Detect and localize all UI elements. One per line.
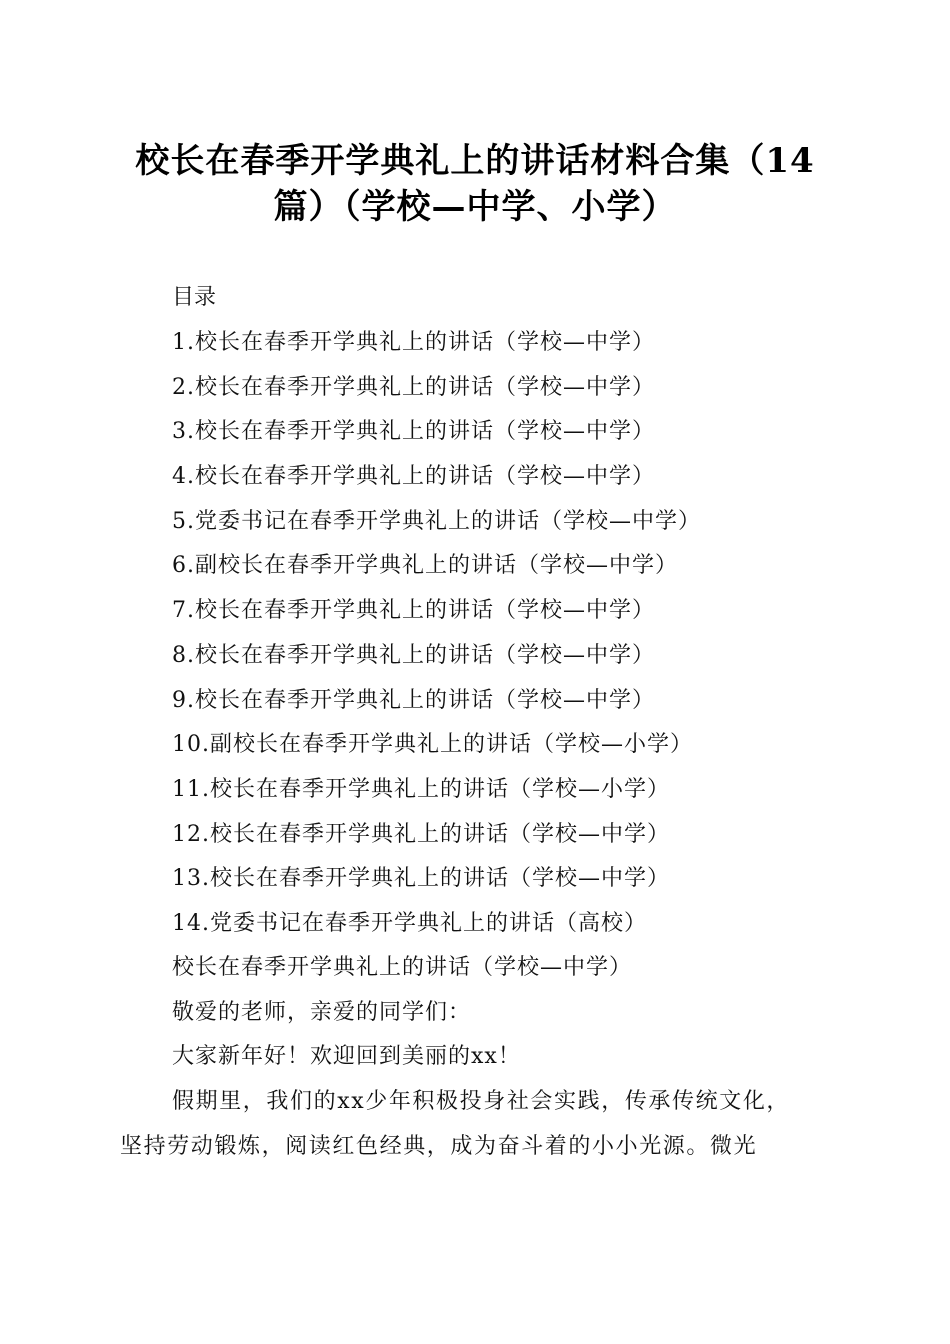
toc-item[interactable]: 8.校长在春季开学典礼上的讲话（学校—中学） [172, 642, 655, 668]
document-title [110, 138, 840, 230]
toc-item[interactable]: 2.校长在春季开学典礼上的讲话（学校—中学） [172, 374, 655, 400]
toc-item[interactable]: 13.校长在春季开学典礼上的讲话（学校—中学） [172, 866, 670, 892]
toc-item[interactable]: 12.校长在春季开学典礼上的讲话（学校—中学） [172, 821, 670, 847]
toc-item[interactable]: 7.校长在春季开学典礼上的讲话（学校—中学） [172, 598, 655, 624]
toc-item[interactable]: 14.党委书记在春季开学典礼上的讲话（高校） [172, 910, 647, 936]
document-body [120, 953, 840, 1162]
title-line-1: 校长在春季开学典礼上的讲话材料合集（14 [135, 141, 815, 181]
toc-item[interactable]: 9.校长在春季开学典礼上的讲话（学校—中学） [172, 687, 655, 713]
toc-item[interactable]: 11.校长在春季开学典礼上的讲话（学校—小学） [172, 776, 670, 802]
toc-heading: 目录 [172, 285, 217, 310]
greeting: 敬爱的老师，亲爱的同学们： [172, 999, 472, 1025]
opening-line: 大家新年好！欢迎回到美丽的xx！ [172, 1044, 521, 1070]
toc-item[interactable]: 5.党委书记在春季开学典礼上的讲话（学校—中学） [172, 508, 701, 534]
toc-item[interactable]: 3.校长在春季开学典礼上的讲话（学校—中学） [172, 419, 655, 445]
toc-item[interactable]: 1.校长在春季开学典礼上的讲话（学校—中学） [172, 330, 655, 355]
title-line-2: 篇）（学校—中学、小学） [273, 187, 677, 227]
paragraph-line: 假期里，我们的xx少年积极投身社会实践，传承传统文化， [172, 1089, 791, 1115]
toc-item[interactable]: 10.副校长在春季开学典礼上的讲话（学校—小学） [172, 732, 693, 758]
paragraph-line: 坚持劳动锻炼，阅读红色经典，成为奋斗着的小小光源。微光 [120, 1133, 758, 1159]
toc-item[interactable]: 6.副校长在春季开学典礼上的讲话（学校—中学） [172, 553, 678, 579]
section-title: 校长在春季开学典礼上的讲话（学校—中学） [172, 955, 633, 980]
table-of-contents [172, 328, 701, 954]
toc-item[interactable]: 4.校长在春季开学典礼上的讲话（学校—中学） [172, 464, 655, 490]
